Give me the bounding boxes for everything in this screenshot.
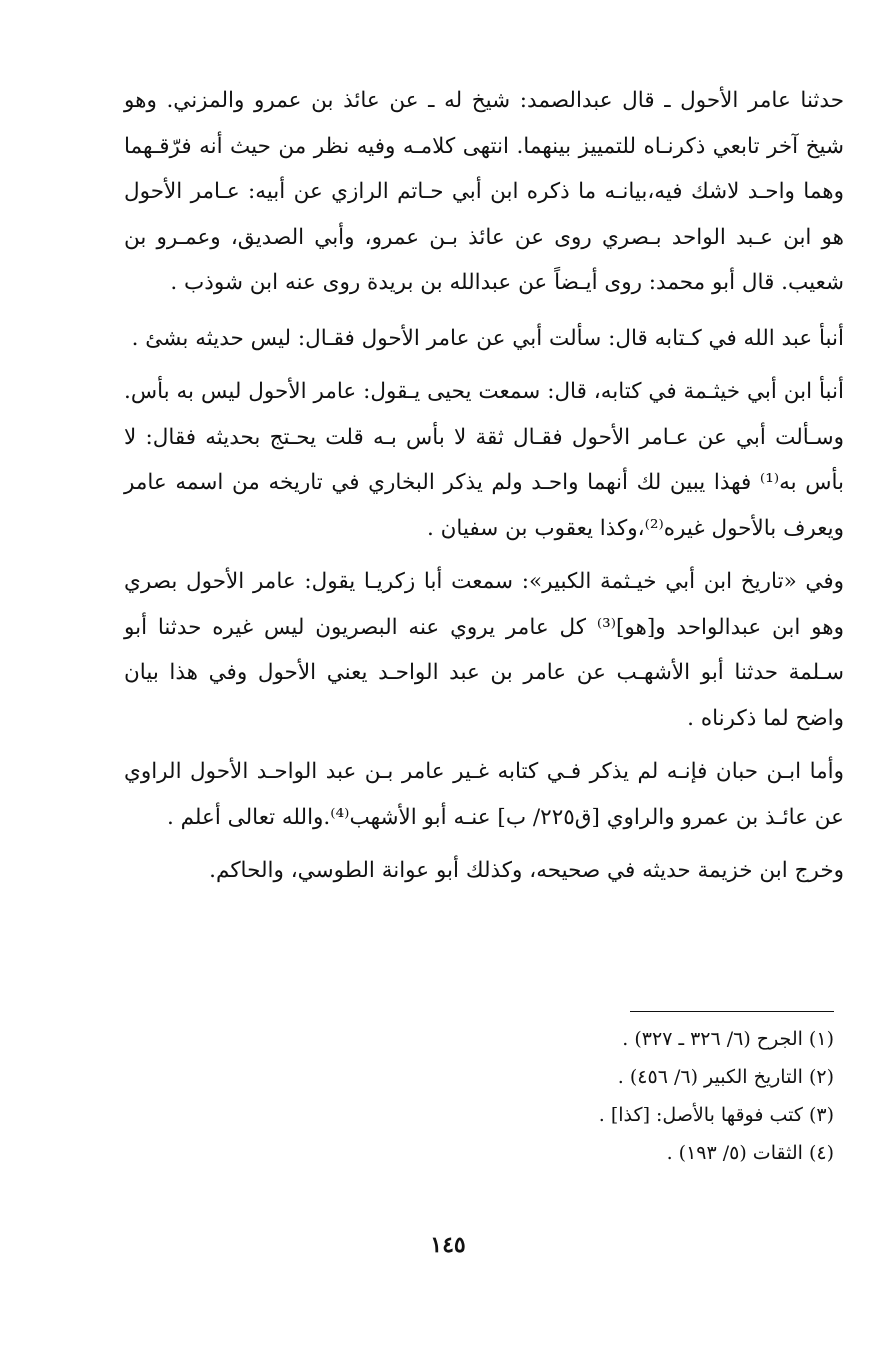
footnote-divider: [630, 1011, 834, 1012]
paragraph: أنبأ عبد الله في كـتابه قال: سألت أبي عن عامر الأحول فقـال: ليس حديثه بشئ .: [131, 325, 844, 351]
paragraph: وفي «تاريخ ابن أبي خيـثمة الكبير»: سمعت أبا زكريـا يقول: عامر الأحول بصري وهو ابن عبدالواحد و[هو]⁽³⁾ كل عامر يروي عنه البصريون ليس غيره حدثنا أبو سـلمة حدثنا أبو الأشهـب عن عامر بن عبد الواحـد يعني الأحول وفي هذا بيان واضح لما ذكرناه .: [124, 569, 844, 731]
footnote: (٣) كتب فوقها بالأصل: [كذا] .: [598, 1104, 834, 1126]
footnote: (١) الجرح (٦/ ٣٢٦ ـ ٣٢٧) .: [622, 1028, 834, 1050]
page-number: ١٤٥: [430, 1232, 466, 1258]
footnote: (٢) التاريخ الكبير (٦/ ٤٥٦) .: [617, 1066, 834, 1088]
footnote: (٤) الثقات (٥/ ١٩٣) .: [666, 1142, 834, 1164]
paragraph: أنبأ ابن أبي خيثـمة في كتابه، قال: سمعت يحيى يـقول: عامر الأحول ليس به بأس. وسـألت أبي عن عـامر الأحول فقـال ثقة لا بأس بـه قلت يحـتج بحديثه فقال: لا بأس به⁽¹⁾ فهذا يبين لك أنهما واحـد ولم يذكر البخاري في تاريخه من اسمه عامر ويعرف بالأحول غيره⁽²⁾،وكذا يعقوب بن سفيان .: [124, 379, 845, 541]
footnotes: [124, 1020, 834, 1172]
main-text: [124, 78, 844, 902]
paragraph: وأما ابـن حبان فإنـه لم يذكر فـي كتابه غـير عامر بـن عبد الواحـد الأحول الراوي عن عائـذ بن عمرو والراوي [ق٢٢٥/ ب] عنـه أبو الأشهب⁽⁴⁾.والله تعالى أعلم .: [124, 759, 844, 830]
paragraph: وخرج ابن خزيمة حديثه في صحيحه، وكذلك أبو عوانة الطوسي، والحاكم.: [209, 858, 844, 883]
paragraph: حدثنا عامر الأحول ـ قال عبدالصمد: شيخ له ـ عن عائذ بن عمرو والمزني. وهو شيخ آخر تابعي ذكرنـاه للتمييز بينهما. انتهى كلامـه وفيه نظر من حيث أنه فرّقـهما وهما واحـد لاشك فيه،بيانـه ما ذكره ابن أبي حـاتم الرازي عن أبيه: عـامر الأحول هو ابن عـبد الواحد بـصري روى عن عائذ بـن عمرو، وأبي الصديق، وعمـرو بن شعيب. قال أبو محمد: روى أيـضاً عن عبدالله بن بريدة روى عنه ابن شوذب .: [124, 88, 844, 295]
